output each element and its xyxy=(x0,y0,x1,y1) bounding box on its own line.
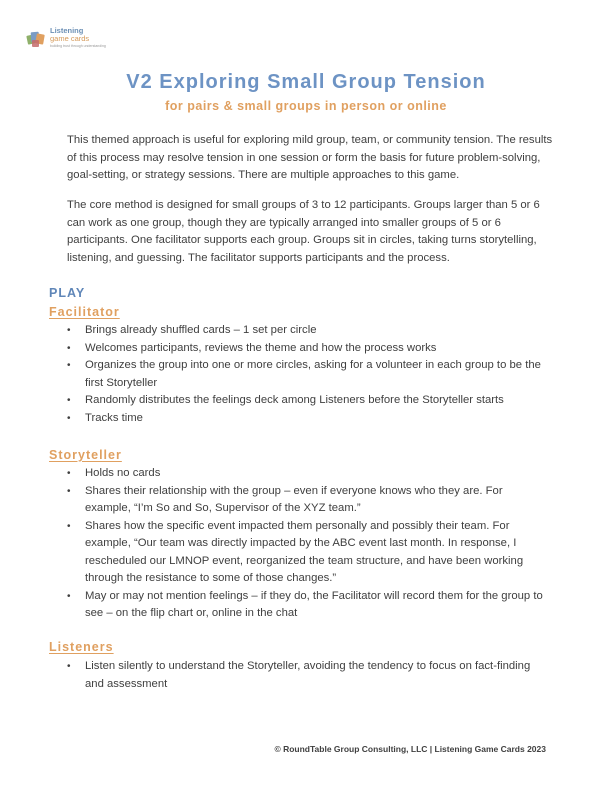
bullet-icon: • xyxy=(67,661,71,672)
list-item xyxy=(67,357,547,392)
page-subtitle: for pairs & small groups in person or online xyxy=(165,99,447,113)
bullet-icon: • xyxy=(67,485,71,497)
bullet-icon: • xyxy=(67,342,71,354)
bullet-icon: • xyxy=(67,360,71,371)
page-title: V2 Exploring Small Group Tension xyxy=(126,71,486,93)
list-item xyxy=(67,588,547,623)
bullet-icon: • xyxy=(67,395,71,406)
list-item xyxy=(67,410,547,428)
list-item xyxy=(67,483,547,518)
logo-cards-icon xyxy=(26,29,46,49)
footer-copyright: © RoundTable Group Consulting, LLC | Listening Game Cards 2023 xyxy=(274,744,546,754)
facilitator-heading: Facilitator xyxy=(49,305,120,319)
bullet-icon: • xyxy=(67,325,71,336)
list-item xyxy=(67,658,547,693)
play-heading: PLAY xyxy=(49,286,86,300)
list-item-text: Brings already shuffled cards – 1 set per circle xyxy=(85,324,317,336)
list-item-text: Tracks time xyxy=(85,411,143,424)
logo-line-1: Listening xyxy=(50,26,84,35)
list-item-text: Organizes the group into one or more circles, asking for a volunteer in each group to be the first Storyteller xyxy=(85,359,541,389)
list-item xyxy=(67,518,547,588)
list-item-text: Shares their relationship with the group – even if everyone knows who they are. For example, “I’m So and So, Supervisor of the XYZ team.” xyxy=(85,484,503,514)
list-item-text: Holds no cards xyxy=(85,467,161,479)
list-item-text: Randomly distributes the feelings deck among Listeners before the Storyteller starts xyxy=(85,394,504,406)
facilitator-list xyxy=(67,322,547,427)
bullet-icon: • xyxy=(67,468,71,479)
list-item-text: Shares how the specific event impacted them personally and possibly their team. For example, “Our team was directly impacted by the ABC event last month. In response, I rescheduled our LMNOP event, reorganized the team structure, and have been working through the resistance to some of those changes.” xyxy=(85,519,524,584)
list-item-text: Listen silently to understand the Storyteller, avoiding the tendency to focus on fact-finding and assessment xyxy=(85,660,531,690)
logo-tagline: building trust through understanding xyxy=(50,44,106,48)
logo-line-2: game cards xyxy=(50,34,90,43)
logo xyxy=(26,27,136,51)
bullet-icon: • xyxy=(67,412,71,424)
intro-paragraph-2: The core method is designed for small groups of 3 to 12 participants. Groups larger than 5 or 6 can work as one group, though they are typically arranged into smaller groups of 5 or 6 participants. One facilitator supports each group. Groups sit in circles, taking turns storytelling, listening, and guessing. The facilitator supports participants and the process. xyxy=(67,199,540,264)
storyteller-heading: Storyteller xyxy=(49,448,122,462)
list-item xyxy=(67,322,547,340)
listeners-list xyxy=(67,658,547,693)
bullet-icon: • xyxy=(67,520,71,532)
list-item-text: May or may not mention feelings – if they do, the Facilitator will record them for the group to see – on the flip chart or, online in the chat xyxy=(85,589,543,619)
storyteller-list xyxy=(67,465,547,623)
bullet-icon: • xyxy=(67,590,71,602)
list-item xyxy=(67,340,547,358)
list-item xyxy=(67,465,547,483)
intro-paragraph-1: This themed approach is useful for exploring mild group, team, or community tension. The results of this process may resolve tension in one session or form the basis for future problem-solving, goal-setting, or strategy sessions. There are multiple approaches to this game. xyxy=(67,134,553,181)
listeners-heading: Listeners xyxy=(49,640,114,654)
list-item-text: Welcomes participants, reviews the theme and how the process works xyxy=(85,341,437,354)
list-item xyxy=(67,392,547,410)
